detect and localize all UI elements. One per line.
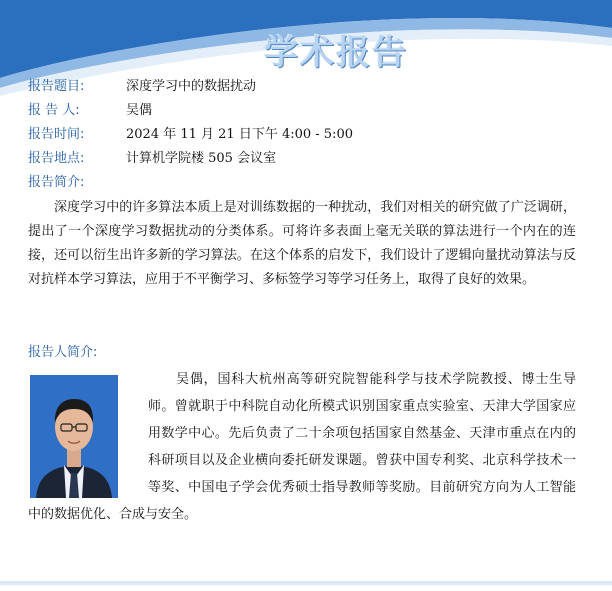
info-value: 计算机学院楼 505 会议室 xyxy=(126,151,277,166)
info-label: 报告时间: xyxy=(28,127,85,142)
info-label: 报告题目: xyxy=(28,79,85,94)
info-row-topic xyxy=(28,75,588,99)
info-value: 吴偶 xyxy=(126,103,153,118)
abstract-text: 深度学习中的许多算法本质上是对训练数据的一种扰动，我们对相关的研究做了广泛调研，提出了一个深度学习数据扰动的分类体系。可将许多表面上毫无关联的算法进行一个内在的连接，还可以衍生出许多新的学习算法。在这个体系的启发下，我们设计了逻辑向量扰动算法与反对抗样本学习算法，应用于不平衡学习、多标签学习等学习任务上，取得了良好的效果。 xyxy=(28,200,576,287)
footer-divider xyxy=(0,581,612,585)
info-label: 报 告 人: xyxy=(28,103,80,118)
info-label: 报告地点: xyxy=(28,151,85,166)
speaker-bio xyxy=(28,366,576,528)
speaker-heading: 报告人简介: xyxy=(28,345,98,360)
info-list xyxy=(28,75,588,171)
speaker-bio-text: 吴偶，国科大杭州高等研究院智能科学与技术学院教授、博士生导师。曾就职于中科院自动化所模式识别国家重点实验室、天津大学国家应用数学中心。先后负责了二十余项包括国家自然基金、天津市重点在内的科研项目以及企业横向委托研发课题。曾获中国专利奖、北京科学技术一等奖、中国电子学会优秀硕士指导教师等奖励。目前研究方向为人工智能中的数据优化、合成与安全。 xyxy=(28,372,576,522)
info-row-location xyxy=(28,147,588,171)
info-value: 2024 年 11 月 21 日下午 4:00 - 5:00 xyxy=(126,127,354,142)
info-row-speaker xyxy=(28,99,588,123)
poster-title: 学术报告 xyxy=(264,33,408,73)
abstract-heading: 报告简介: xyxy=(28,175,85,190)
info-row-time xyxy=(28,123,588,147)
info-value: 深度学习中的数据扰动 xyxy=(126,79,257,94)
